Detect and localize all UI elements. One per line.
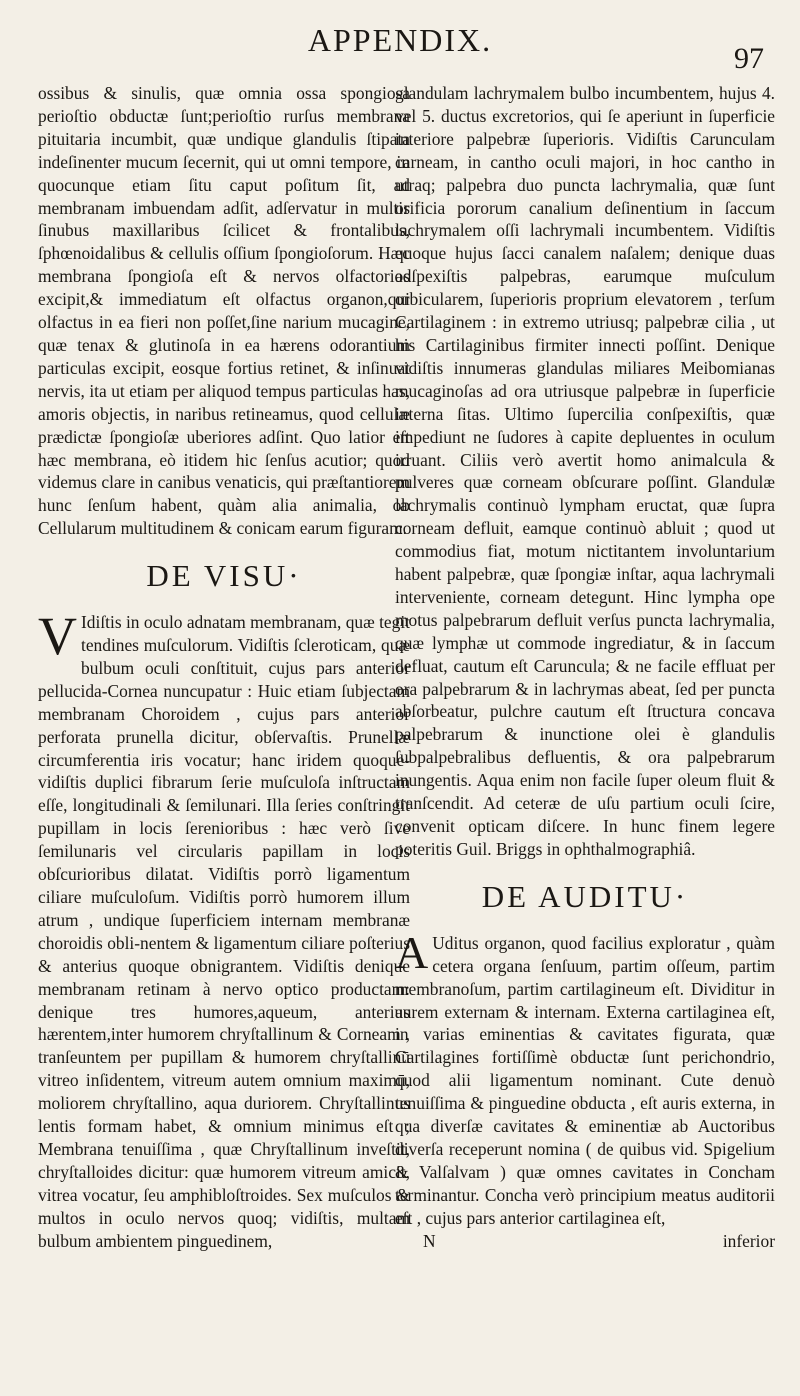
page-number: 97 xyxy=(734,42,764,75)
catchword: inferior xyxy=(722,1230,775,1251)
section-heading-auditu: DE AUDITU· xyxy=(481,878,689,914)
auditu-paragraph-text: Uditus organon, quod facilius exploratur , quàm cetera organa ſenſuum, partim oſſeum, partim membranoſum, partim cartilagineum eſt. Dividitur in aurem externam & internam. Externa cartilaginea eſt, in varias eminentias & cavitates figurata, quæ Cartilagines fortiſſimè obductæ ſunt perichondrio, quod alii ligamentum nominant. Cute denuò tenuiſſima & pinguedine obducta , eſt auris externa, in qua diverſæ cavitates & eminentiæ ab Auctoribus diverſa receperunt nomina ( de quibus vid. Spigelium & Valſalvam ) quæ omnes cavitates in Concham terminantur. Concha verò principium meatus auditorii eſt , cujus pars anterior cartilaginea eſt, xyxy=(395,932,775,1228)
page-footer xyxy=(395,1230,775,1253)
visu-paragraph xyxy=(38,606,410,1252)
olfactus-paragraph: ossibus & sinulis, quæ omnia ossa spongiosa perioſtio obductæ ſunt;perioſtio rurſus membrana pituitaria incumbit, quæ undique glandulis ſtipata indeſinenter mucum ſecernit, qui ut omni tempore, in quocunque etiam ſitu caput poſitum ſit, ad membranam imbuendam adſit, adſervatur in multis ſinubus maxillaribus ſcilicet & frontalibus, ſphœnoidalibus & cellulis oſſium ſpongioſorum. Hæc membrana ſpongioſa eſt & nervos olfactorios excipit,& immediatum eſt olfactus organon,qui olfactus in ea fieri non poſſet,ſine narium mucagine, quæ tenax & glutinoſa in ea hærens odorantium particulas excipit, eosque fortius retinet, & inſinuat nervis, ita ut etiam per aliquod tempus particulas has, amoris objectis, in naribus retineamus, quod cellulæ prædictæ ſpongioſæ uberiores adſint. Quo latior eſt hæc membrana, eò itidem hic ſenſus acutior; quod videmus clare in canibus venaticis, qui præſtantiorem hunc ſenſum habent, quàm alia animalia, ob Cellularum multitudinem & conicam earum figuram. xyxy=(38,83,410,539)
lachrymal-paragraph: glandulam lachrymalem bulbo incumbentem, hujus 4. vel 5. ductus excretorios, qui ſe aperiunt in ſuperficie interiore palpebræ ſuperioris. Vidiſtis Carunculam carneam, in cantho oculi majori, in hoc cantho in utraq; palpebra duo puncta lachrymalia, quæ ſunt orificia pororum canalium deſinentium in ſaccum lachrymalem oſſi lachrymali incumbentem. Vidiſtis quoque hujus ſacci canalem naſalem; denique duas adſpexiſtis palpebras, earumque muſculum orbicularem, ſuperioris proprium elevatorem , terſum Cartilaginem : in extremo utriusq; palpebræ cilia , ut his Cartilaginibus firmiter innecti poſſint. Denique vidiſtis innumeras glandulas miliares Meibomianas mucaginoſas ad ora utriusque palpebræ in ſuperficie interna ſitas. Ultimo ſupercilia conſpexiſtis, quæ impediunt ne ſudores à capite depluentes in oculum irruant. Ciliis verò avertit homo animalcula & pulveres quæ corneam obſcurare poſſint. Glandulæ lachrymalis continuò lympham eructat, quæ ſupra corneam defluit, eamque continuò abluit ; quod ut commodius fiat, motum nictitantem involuntarium habent palpebræ, quæ ſpongiæ inſtar, aqua lachrymali interveniente, corneam detegunt. Hinc lympha ope motus palpebrarum defluit verſus puncta lachrymalia, quæ lymphæ ut commode ingrediatur, & in ſaccum defluat, cautum eſt Caruncula; & ne facile effluat per ora palpebrarum & in lachrymas abeat, ſed per puncta abſorbeatur, pulchre cautum eſt ſtructura concava palpebrarum & inunctione olei è glandulis ſubpalpebralibus defluentis, & ora palpebrarum inungentis. Aqua enim non facile ſuper oleum fluit & tranſcendit. Ad ceteræ de uſu partium oculi ſcire, convenit opticam diſcere. In hunc finem legere poteritis Guil. Briggs in ophthalmographiâ. xyxy=(395,83,775,859)
visu-paragraph-text: Idiſtis in oculo adnatam membranam, quæ tegit tendines muſculorum. Vidiſtis ſcleroticam, quæ bulbum oculi conſtituit, cujus pars anterior pellucida-Cornea nuncupatur : Huic etiam ſubjectam membranam Choroidem , cujus pars anterior perforata prunella dicitur, obſervaſtis. Prunellæ circumferentia iris vocatur; hanc iridem quoque-vidiſtis duplici fibrarum ſerie muſculoſa inſtructam eſſe, longitudinali & ſemilunari. Illa ſeries conſtringit pupillam in locis ſerenioribus : hæc verò ſive ſemilunaris vel circularis papillam in locis obſcurioribus dilatat. Vidiſtis porrò ligamentum ciliare muſculoſum. Vidiſtis porrò humorem illum atrum , undique ſuperficiem internam membranæ choroidis obli-nentem & ligamentum ciliare poſterius & anterius quoque obnigrantem. Vidiſtis denique membranam retinam à nervo optico productam: denique tres humores,aqueum, anterius hærentem,inter humorem chryſtallinum & Corneam , tranſeuntem per pupillam & humorem chryſtallinū vitreo inſidentem, vitreum autem omnium maximū, moliorem chryſtallino, aqua duriorem. Chryſtallinus lentis formam habet, & omnium minimus eſt ; Membrana tenuiſſima , quæ Chryſtallinum inveſtit, chryſtalloides dicitur: quæ humorem vitreum amicit, vitrea vocatur, ſeu amphibloſtroides. Sex muſculos & multos in oculo nervos quoq; vidiſtis, multam bulbum ambientem pinguedinem, xyxy=(38,612,410,1251)
right-column xyxy=(395,82,775,1253)
running-head xyxy=(0,20,800,75)
auditu-paragraph xyxy=(395,926,775,1230)
left-column xyxy=(38,82,410,1253)
section-heading-visu: DE VISU· xyxy=(146,558,302,594)
signature-mark: N xyxy=(423,1230,436,1251)
drop-capital-v: V xyxy=(38,606,77,667)
drop-capital-a: A xyxy=(395,926,429,978)
running-title: APPENDIX. xyxy=(307,22,493,58)
